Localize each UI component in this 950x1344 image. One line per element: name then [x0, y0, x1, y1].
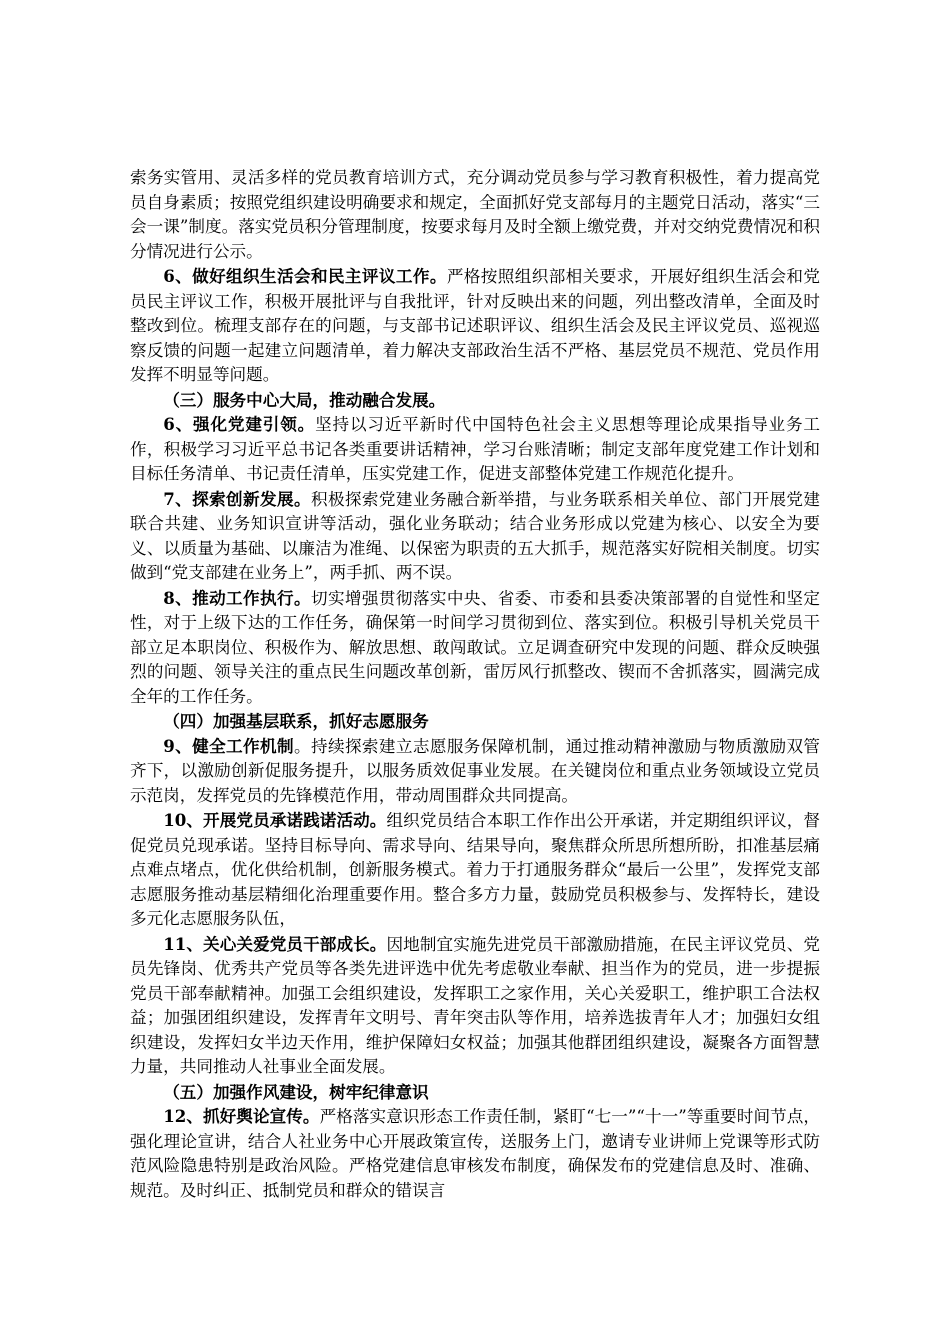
paragraph-lead: 6、做好组织生活会和民主评议工作。 [163, 266, 447, 286]
paragraph-item-12 [130, 1104, 820, 1203]
paragraph-item-10 [130, 808, 820, 932]
paragraph-continued [130, 166, 820, 264]
paragraph-lead: 8、推动工作执行。 [163, 587, 311, 608]
paragraph-body: 组织党员结合本职工作作出公开承诺，并定期组织评议，督促党员兑现承诺。坚持目标导向、需求导向、结果导向，聚焦群众所思所想所盼，扣准基层痛点难点堵点，优化供给机制，创新服务模式。着力于打通服务群众“最后一公里”，发挥党支部志愿服务推动基层精细化治理重要作用。整合多方力量，鼓励党员积极参与、发挥特长，建设多元化志愿服务队伍， [130, 811, 820, 928]
section-heading-3: （三）服务中心大局，推动融合发展。 [163, 389, 446, 410]
paragraph-body: 积极探索党建业务融合新举措，与业务联系相关单位、部门开展党建联合共建、业务知识宣讲等活动，强化业务联动；结合业务形成以党建为核心、以安全为要义、以质量为基础、以廉洁为准绳、以保密为职责的五大抓手，规范落实好院相关制度。切实做到“党支部建在业务上”，两手抓、两不误。 [130, 489, 821, 582]
paragraph-body: 严格按照组织部相关要求，开展好组织生活会和党员民主评议工作，积极开展批评与自我批评，针对反映出来的问题，列出整改清单，全面及时整改到位。梳理支部存在的问题，与支部书记述职评议、组织生活会及民主评议党员、巡视巡察反馈的问题一起建立问题清单，着力解决支部政治生活不严格、基层党员不规范、党员作用发挥不明显等问题。 [130, 267, 820, 384]
paragraph-lead: 12、抓好舆论宣传。 [163, 1106, 320, 1126]
section-heading-5: （五）加强作风建设，树牢纪律意识 [163, 1081, 429, 1102]
paragraph-item-8 [130, 586, 820, 710]
paragraph-lead: 11、关心关爱党员干部成长。 [163, 933, 387, 954]
paragraph-lead: 6、强化党建引领。 [163, 414, 316, 434]
paragraph-body: 。持续探索建立志愿服务保障机制，通过推动精神激励与物质激励双管齐下，以激励创新促服务提升，以服务质效促事业发展。在关键岗位和重点业务领域设立党员示范岗，发挥党员的先锋模范作用，带动周围群众共同提高。 [130, 736, 821, 805]
paragraph-item-7 [130, 487, 820, 586]
paragraph-item-6-party-lead [130, 412, 820, 487]
paragraph-body: 切实增强贯彻落实中央、省委、市委和县委决策部署的自觉性和坚定性，对于上级下达的工作任务，确保第一时间学习贯彻到位、落实到位。积极引导机关党员干部立足本职岗位、积极作为、解放思想、敢闯敢试。立足调查研究中发现的问题、群众反映强烈的问题、领导关注的重点民生问题改革创新，雷厉风行抓整改、锲而不舍抓落实，圆满完成全年的工作任务。 [130, 588, 821, 706]
paragraph-item-6-org-life [130, 264, 820, 388]
paragraph-lead: 7、探索创新发展。 [163, 488, 311, 509]
paragraph-body: 严格落实意识形态工作责任制，紧盯“七一”“十一”等重要时间节点，强化理论宣讲，结合人社业务中心开展政策宣传，送服务上门，邀请专业讲师上党课等形式防范风险隐患特别是政治风险。严格党建信息审核发布制度，确保发布的党建信息及时、准确、规范。及时纠正、抵制党员和群众的错误言 [130, 1107, 821, 1200]
paragraph-lead: 10、开展党员承诺践诺活动。 [163, 810, 387, 830]
paragraph-lead: 9、健全工作机制 [163, 735, 294, 756]
paragraph-item-9 [130, 734, 820, 809]
document-page [130, 166, 820, 1203]
paragraph-body: 因地制宜实施先进党员干部激励措施，在民主评议党员、党员先锋岗、优秀共产党员等各类先进评选中优先考虑敬业奉献、担当作为的党员，进一步提振党员干部奉献精神。加强工会组织建设，发挥职工之家作用，关心关爱职工，维护职工合法权益；加强团组织建设，发挥青年文明号、青年突击队等作用，培养选拔青年人才；加强妇女组织建设，发挥妇女半边天作用，维护保障妇女权益；加强其他群团组织建设，凝聚各方面智慧力量，共同推动人社事业全面发展。 [130, 934, 820, 1076]
paragraph-body: 索务实管用、灵活多样的党员教育培训方式，充分调动党员参与学习教育积极性，着力提高党员自身素质；按照党组织建设明确要求和规定，全面抓好党支部每月的主题党日活动，落实“三会一课”制度。落实党员积分管理制度，按要求每月及时全额上缴党费，并对交纳党费情况和积分情况进行公示。 [130, 168, 820, 261]
paragraph-body: 坚持以习近平新时代中国特色社会主义思想等理论成果指导业务工作，积极学习习近平总书记各类重要讲话精神，学习台账清晰；制定支部年度党建工作计划和目标任务清单、书记责任清单，压实党建工作，促进支部整体党建工作规范化提升。 [130, 415, 821, 483]
paragraph-item-11 [130, 932, 820, 1080]
section-heading-4: （四）加强基层联系，抓好志愿服务 [163, 711, 429, 731]
